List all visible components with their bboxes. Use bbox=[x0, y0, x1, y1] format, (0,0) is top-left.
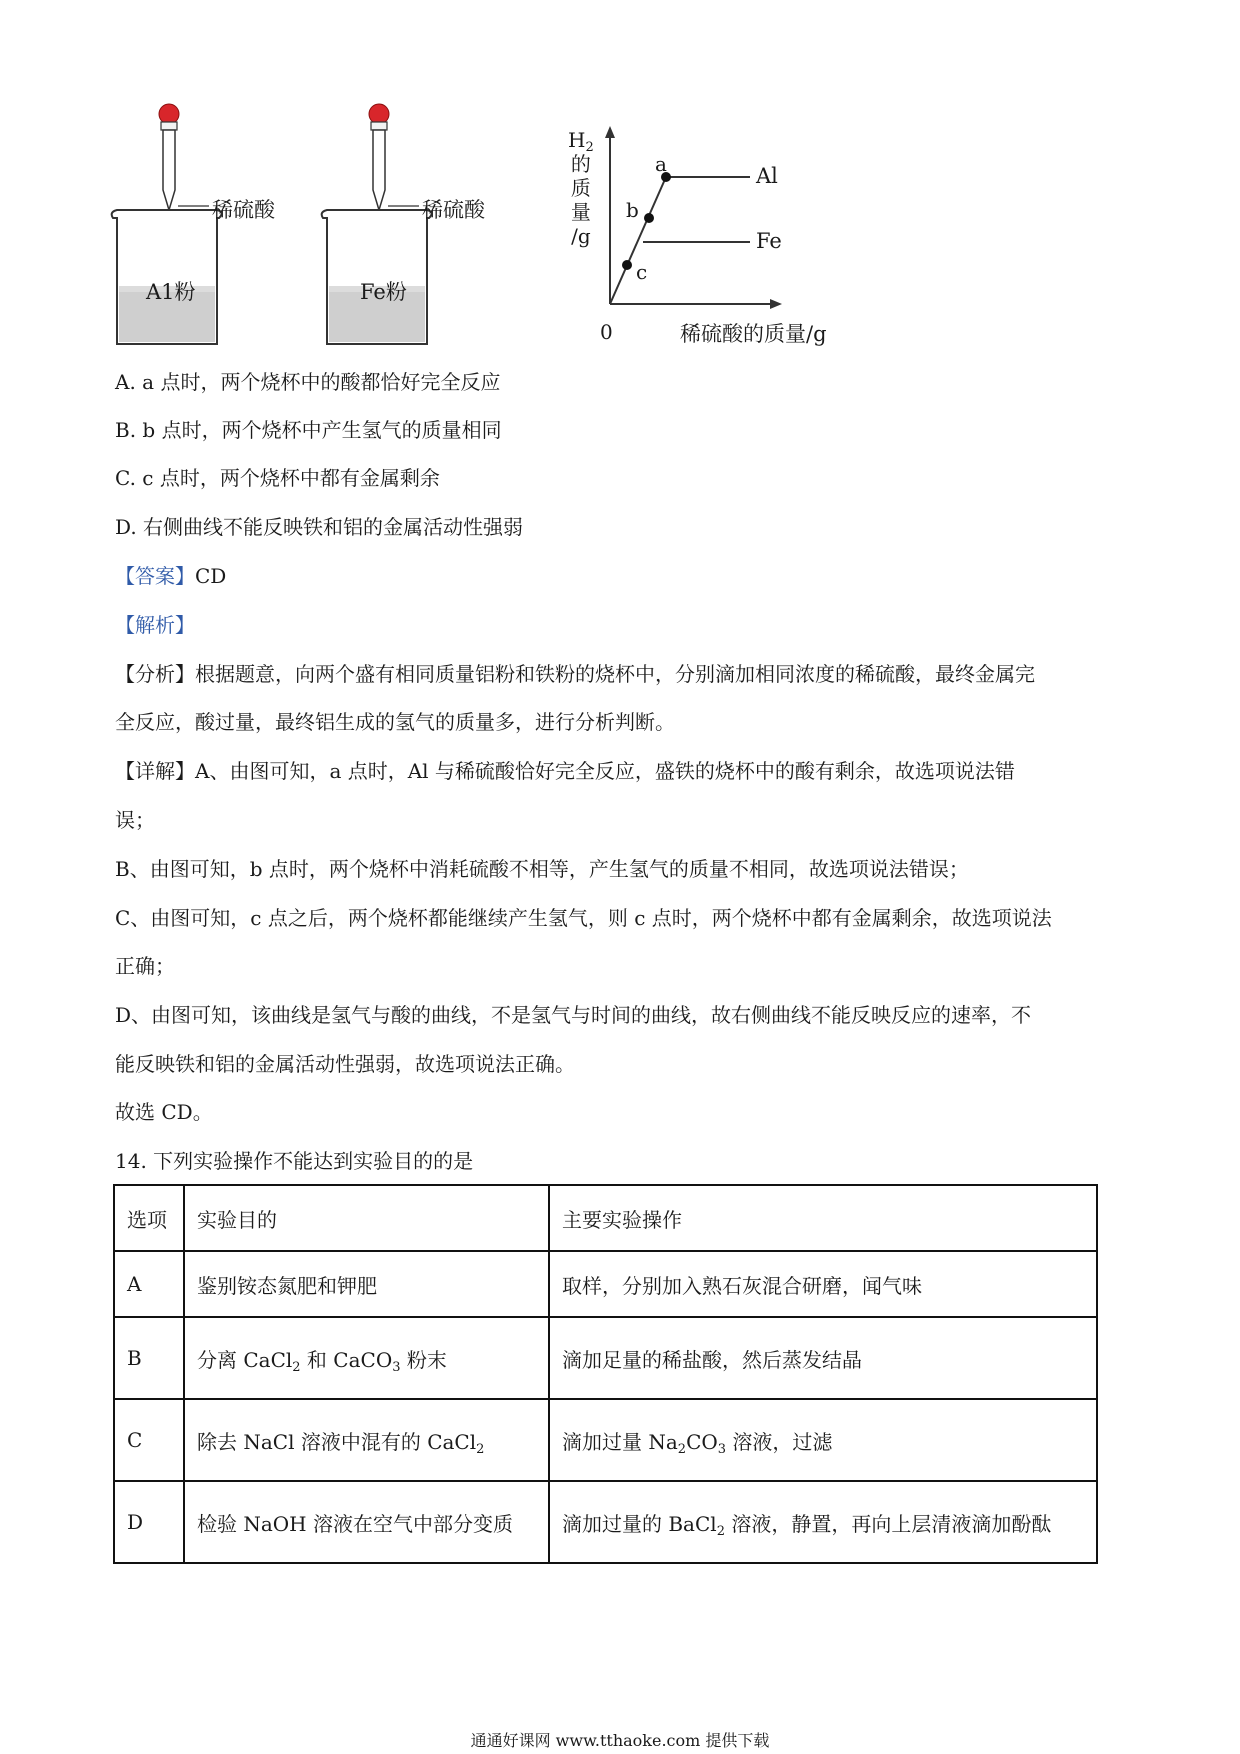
y-axis-label-2: 质 bbox=[570, 176, 591, 200]
header-operation: 主要实验操作 bbox=[549, 1185, 1097, 1251]
purpose-text: 粉末 bbox=[400, 1347, 447, 1372]
page-footer: 通通好课网 www.tthaoke.com 提供下载 bbox=[470, 1731, 770, 1750]
paragraph-line: 【分析】根据题意，向两个盛有相同质量铝粉和铁粉的烧杯中，分别滴加相同浓度的稀硫酸，最终金属完 bbox=[115, 662, 1035, 686]
dropper-right bbox=[369, 104, 419, 210]
dropper-left-label: 稀硫酸 bbox=[212, 198, 275, 222]
series-al-line bbox=[610, 177, 750, 304]
answer-value: CD bbox=[195, 564, 227, 588]
row-purpose: 鉴别铵态氮肥和钾肥 bbox=[184, 1251, 549, 1317]
paragraph-line: D、由图可知，该曲线是氢气与酸的曲线，不是氢气与时间的曲线，故右侧曲线不能反映反应的速率，不 bbox=[115, 1003, 1032, 1027]
y-axis-label-1: 的 bbox=[570, 152, 591, 176]
row-operation: 取样，分别加入熟石灰混合研磨，闻气味 bbox=[549, 1251, 1097, 1317]
y-axis-label-sub: 2 bbox=[585, 140, 594, 155]
paragraph-line: 全反应，酸过量，最终铝生成的氢气的质量多，进行分析判断。 bbox=[115, 710, 675, 734]
subscript: 2 bbox=[292, 1359, 301, 1375]
table-row bbox=[114, 1481, 1097, 1563]
origin-label: 0 bbox=[600, 320, 613, 344]
point-b bbox=[644, 213, 654, 223]
point-a-label: a bbox=[655, 152, 667, 176]
beaker-figure bbox=[105, 100, 545, 350]
paragraph-line: 【详解】A、由图可知，a 点时，Al 与稀硫酸恰好完全反应，盛铁的烧杯中的酸有剩余，故选项说法错 bbox=[115, 759, 1015, 783]
option-b: B. b 点时，两个烧杯中产生氢气的质量相同 bbox=[115, 418, 502, 442]
question-14: 14. 下列实验操作不能达到实验目的的是 bbox=[115, 1149, 474, 1173]
row-operation bbox=[549, 1399, 1097, 1481]
paragraph-line: 误； bbox=[115, 808, 155, 832]
series-fe-label: Fe bbox=[756, 229, 782, 253]
subscript: 2 bbox=[476, 1441, 485, 1457]
analysis-tag: 【解析】 bbox=[115, 613, 195, 637]
y-axis-label-3: 量 bbox=[570, 200, 591, 224]
option-d: D. 右侧曲线不能反映铁和铝的金属活动性强弱 bbox=[115, 515, 524, 539]
beaker-right-label: Fe粉 bbox=[360, 280, 407, 304]
dropper-left bbox=[159, 104, 209, 210]
subscript: 3 bbox=[717, 1441, 727, 1457]
operation-text: 溶液，静置，再向上层清液滴加酚酞 bbox=[724, 1511, 1052, 1536]
row-option: C bbox=[114, 1399, 184, 1481]
table-row bbox=[114, 1317, 1097, 1399]
row-operation: 滴加足量的稀盐酸，然后蒸发结晶 bbox=[549, 1317, 1097, 1399]
operation-text: 滴加过量 Na bbox=[562, 1429, 678, 1454]
subscript: 2 bbox=[677, 1441, 687, 1457]
operation-text: 溶液，过滤 bbox=[726, 1429, 833, 1454]
point-c bbox=[622, 260, 632, 270]
option-a: A. a 点时，两个烧杯中的酸都恰好完全反应 bbox=[115, 370, 501, 394]
purpose-text: 分离 CaCl bbox=[197, 1347, 293, 1372]
point-c-label: c bbox=[636, 260, 648, 284]
purpose-text: 除去 NaCl 溶液中混有的 CaCl bbox=[197, 1429, 477, 1454]
row-operation bbox=[549, 1481, 1097, 1563]
answer-tag: 【答案】 bbox=[115, 564, 195, 588]
paragraph-line: B、由图可知，b 点时，两个烧杯中消耗硫酸不相等，产生氢气的质量不相同，故选项说法错误； bbox=[115, 857, 969, 881]
series-al-label: Al bbox=[756, 164, 778, 188]
y-axis-arrow bbox=[605, 126, 615, 138]
table-row bbox=[114, 1251, 1097, 1317]
h2-graph bbox=[560, 120, 790, 320]
subscript: 2 bbox=[716, 1523, 725, 1539]
x-axis-arrow bbox=[770, 299, 782, 309]
header-option: 选项 bbox=[114, 1185, 184, 1251]
option-c: C. c 点时，两个烧杯中都有金属剩余 bbox=[115, 466, 440, 490]
row-purpose bbox=[184, 1399, 549, 1481]
point-b-label: b bbox=[626, 198, 639, 222]
table-row bbox=[114, 1399, 1097, 1481]
table-header-row bbox=[114, 1185, 1097, 1251]
y-axis-label-h: H bbox=[568, 128, 586, 152]
row-option: B bbox=[114, 1317, 184, 1399]
row-option: A bbox=[114, 1251, 184, 1317]
paragraph-line: 故选 CD。 bbox=[115, 1100, 213, 1124]
paragraph-line: 正确； bbox=[115, 954, 175, 978]
operation-text: CO bbox=[686, 1429, 718, 1454]
y-axis-label-4: /g bbox=[571, 224, 591, 248]
purpose-text: 和 CaCO bbox=[300, 1347, 393, 1372]
paragraph-line: 能反映铁和铝的金属活动性强弱，故选项说法正确。 bbox=[115, 1052, 575, 1076]
y-axis-label bbox=[568, 128, 594, 248]
row-purpose bbox=[184, 1317, 549, 1399]
experiment-table bbox=[113, 1184, 1098, 1564]
row-option: D bbox=[114, 1481, 184, 1563]
header-purpose: 实验目的 bbox=[184, 1185, 549, 1251]
x-axis-label: 稀硫酸的质量/g bbox=[680, 322, 827, 346]
beaker-left-label: A1粉 bbox=[146, 280, 196, 304]
paragraph-line: C、由图可知，c 点之后，两个烧杯都能继续产生氢气，则 c 点时，两个烧杯中都有金属剩余，故选项说法 bbox=[115, 906, 1052, 930]
row-purpose: 检验 NaOH 溶液在空气中部分变质 bbox=[184, 1481, 549, 1563]
dropper-right-label: 稀硫酸 bbox=[422, 198, 485, 222]
answer-line bbox=[115, 564, 226, 588]
subscript: 3 bbox=[392, 1359, 401, 1375]
operation-text: 滴加过量的 BaCl bbox=[562, 1511, 717, 1536]
